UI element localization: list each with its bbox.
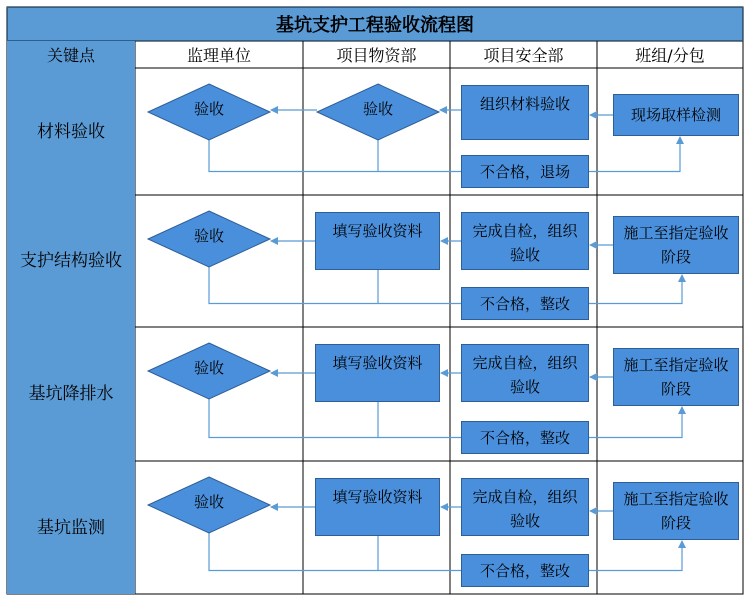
fail-loop-from-supervisor: [209, 140, 461, 172]
fail-loop-from-supervisor: [209, 533, 461, 571]
materials-fill-record-box: 填写验收资料: [315, 478, 440, 536]
safety-organize-box: 完成自检，组织验收: [461, 478, 589, 536]
fail-rectify-box: 不合格，整改: [461, 554, 589, 587]
diagram-title: 基坑支护工程验收流程图: [7, 7, 743, 41]
fail-rectify-box: 不合格，退场: [461, 155, 589, 188]
arrow-fail-to-team: [589, 275, 682, 304]
materials-fill-record-box: 填写验收资料: [315, 212, 440, 270]
safety-organize-box: 完成自检，组织验收: [461, 212, 589, 270]
header-materials-dept: 项目物资部: [336, 46, 417, 65]
fail-loop-from-supervisor: [209, 267, 461, 304]
fail-loop-from-supervisor: [209, 399, 461, 438]
fail-rectify-box: 不合格，整改: [461, 287, 589, 320]
supervisor-accept-label: 验收: [193, 492, 224, 511]
header-supervisor: 监理单位: [186, 46, 251, 65]
safety-organize-box: 组织材料验收: [461, 85, 589, 140]
supervisor-accept-label: 验收: [193, 358, 224, 377]
arrow-fail-to-team: [589, 137, 680, 172]
header-safety-dept: 项目安全部: [483, 46, 564, 65]
fail-rectify-box: 不合格，整改: [461, 421, 589, 454]
row-label-key-point: 基坑监测: [7, 461, 135, 594]
header-team-subcontractor: 班组/分包: [635, 46, 705, 65]
team-construction-box: 施工至指定验收阶段: [613, 348, 739, 406]
supervisor-accept-label: 验收: [193, 226, 224, 245]
team-construction-box: 施工至指定验收阶段: [613, 482, 739, 540]
row-label-key-point: 支护结构验收: [7, 195, 135, 327]
supervisor-accept-label: 验收: [193, 99, 224, 118]
arrow-fail-to-team: [589, 407, 682, 438]
safety-organize-box: 完成自检，组织验收: [461, 344, 589, 402]
team-construction-box: 施工至指定验收阶段: [613, 216, 739, 274]
arrow-fail-to-team: [589, 541, 682, 571]
row-label-key-point: 材料验收: [7, 68, 135, 195]
team-construction-box: 现场取样检测: [613, 94, 739, 136]
header-key-point: 关键点: [7, 41, 135, 68]
row-label-key-point: 基坑降排水: [7, 327, 135, 461]
materials-accept-label: 验收: [362, 99, 393, 118]
materials-fill-record-box: 填写验收资料: [315, 344, 440, 402]
